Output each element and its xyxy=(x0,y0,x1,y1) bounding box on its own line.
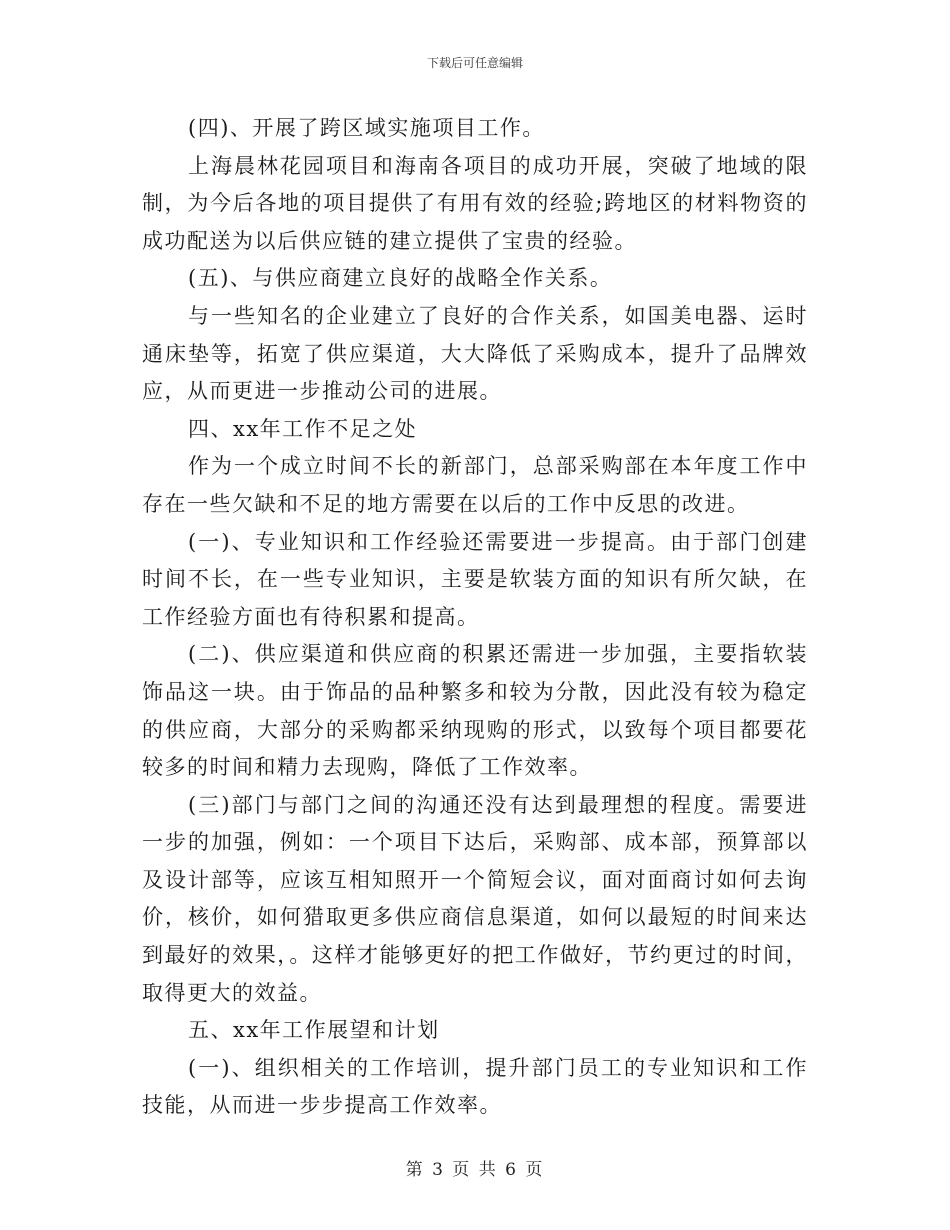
page-number-footer: 第 3 页 共 6 页 xyxy=(405,1160,545,1180)
document-body xyxy=(142,110,808,1125)
paragraph: (三)部门与部门之间的沟通还没有达到最理想的程度。需要进一步的加强，例如：一个项目下达后，采购部、成本部，预算部以及设计部等，应该互相知照开一个简短会议，面对面商讨如何去询价，核价，如何猎取更多供应商信息渠道，如何以最短的时间来达到最好的效果，。这样才能够更好的把工作做好，节约更过的时间，取得更大的效益。 xyxy=(142,792,808,1005)
paragraph-section-5-heading: (五)、与供应商建立良好的战略全作关系。 xyxy=(188,266,613,291)
section-heading-outlook: 五、xx年工作展望和计划 xyxy=(188,1018,440,1043)
paragraph-section-4-heading: (四)、开展了跨区域实施项目工作。 xyxy=(188,116,545,140)
paragraph: 上海晨林花园项目和海南各项目的成功开展，突破了地域的限制，为今后各地的项目提供了有用有效的经验;跨地区的材料物资的成功配送为以后供应链的建立提供了宝贵的经验。 xyxy=(142,153,808,253)
page-header: 下载后可任意编辑 xyxy=(426,56,523,70)
paragraph: (一)、组织相关的工作培训，提升部门员工的专业知识和工作技能，从而进一步步提高工作效率。 xyxy=(142,1055,808,1118)
paragraph: 与一些知名的企业建立了良好的合作关系，如国美电器、运时通床垫等，拓宽了供应渠道，大大降低了采购成本，提升了品牌效应，从而更进一步推动公司的进展。 xyxy=(142,303,808,404)
paragraph: (二)、供应渠道和供应商的积累还需进一步加强，主要指软装饰品这一块。由于饰品的品种繁多和较为分散，因此没有较为稳定的供应商，大部分的采购都采纳现购的形式，以致每个项目都要花较多的时间和精力去现购，降低了工作效率。 xyxy=(142,642,808,780)
paragraph: 作为一个成立时间不长的新部门，总部采购部在本年度工作中存在一些欠缺和不足的地方需要在以后的工作中反思的改进。 xyxy=(142,454,808,516)
paragraph: (一)、专业知识和工作经验还需要进一步提高。由于部门创建时间不长，在一些专业知识，主要是软装方面的知识有所欠缺，在工作经验方面也有待积累和提高。 xyxy=(142,529,808,629)
section-heading-shortcomings: 四、xx年工作不足之处 xyxy=(188,416,418,441)
